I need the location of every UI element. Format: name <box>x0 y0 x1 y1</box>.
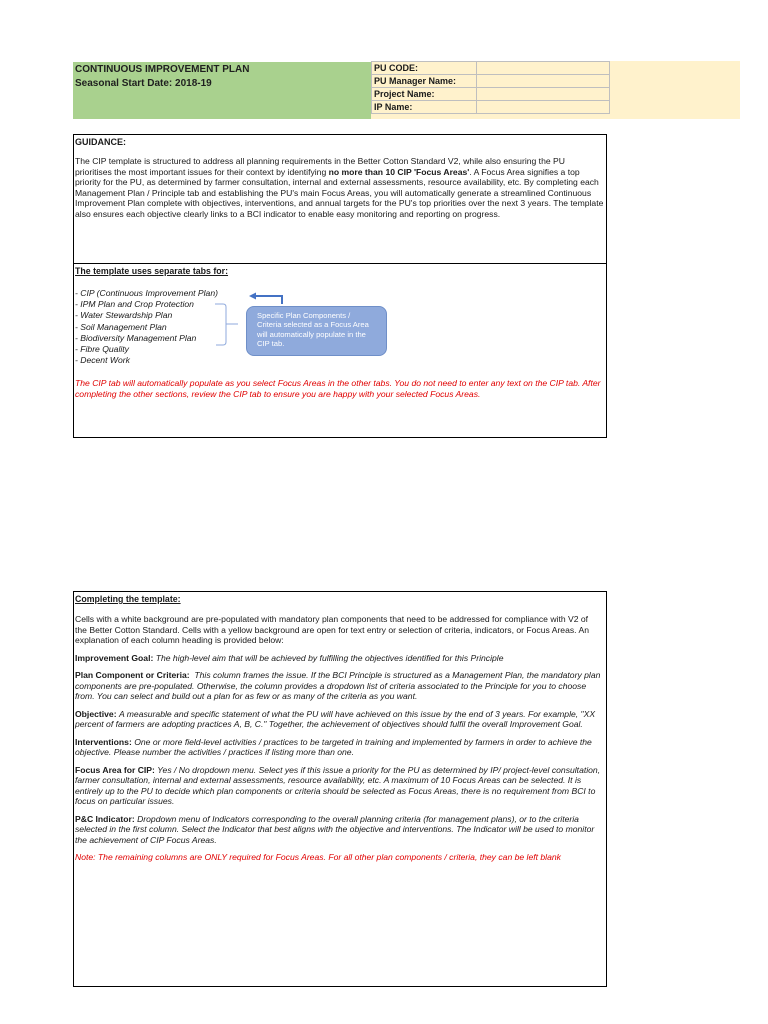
pu-manager-row <box>372 75 610 88</box>
term-label: Plan Component or Criteria: <box>75 670 190 680</box>
pu-manager-cell[interactable] <box>477 75 610 88</box>
tab-item-ipm: - IPM Plan and Crop Protection <box>75 299 194 310</box>
project-name-cell[interactable] <box>477 88 610 101</box>
plan-title-cell <box>73 62 371 119</box>
pu-code-row <box>372 62 610 75</box>
tab-item-decent-work: - Decent Work <box>75 355 130 366</box>
item-improvement-goal <box>75 653 602 664</box>
tabs-title: The template uses separate tabs for: <box>75 266 229 276</box>
item-objective <box>75 709 602 730</box>
ip-name-cell[interactable] <box>477 101 610 114</box>
tab-item-cip: - CIP (Continuous Improvement Plan) <box>75 288 218 298</box>
guidance-body <box>75 156 604 219</box>
completing-intro: Cells with a white background are pre-populated with mandatory plan components that need to be addressed for compliance with V2 of the Better Cotton Standard. Cells with a yellow background are open for text entry or selection of criteria, indicators, or Focus Areas. An explanation of each column heading is provided below: <box>75 614 589 645</box>
plan-title: CONTINUOUS IMPROVEMENT PLAN <box>75 64 250 75</box>
project-name-label: Project Name: <box>372 88 477 101</box>
item-pc-indicator <box>75 814 602 846</box>
guidance-body-bold: no more than 10 CIP 'Focus Areas' <box>328 166 470 177</box>
completing-title: Completing the template: <box>75 594 181 604</box>
completing-content <box>75 594 602 870</box>
cip-red-note: The CIP tab will automatically populate as you select Focus Areas in the other tabs. You do not need to enter any text on the CIP tab. After completing the other sections, review the CIP tab to ensure you are happy with your selected Focus Areas. <box>75 378 601 399</box>
term-label: Improvement Goal: <box>75 652 154 663</box>
guidance-body-start: The CIP template is structured to address all planning requirements in the Better Cotton Standard V2, while also ensuring the PU prioritises the most important issues for their context by identifying <box>75 156 565 177</box>
term-desc: Dropdown menu of Indicators corresponding to the overall planning criteria (for management plans), or to the criteria selected in the first column. Select the Indicator that best aligns with the objective and interventions. The Indicator will be used to monitor the achievement of CIP Focus Areas. <box>75 813 595 845</box>
guidance-body-end: . A Focus Area signifies a top priority for the PU, as determined by farmer consultation, internal and external assessments, resource availability, etc. By completing each Management Plan / Principle tab and establishing the PU's main Focus Areas, you will automatically generate a streamlined Continuous Improvement Plan complete with objectives, interventions, and annual targets for the PU's top priorities over the next 3 years. The template also ensures each objective clearly links to a BCI indicator to enable easy monitoring and reporting on progress. <box>75 166 604 219</box>
term-desc: This column frames the issue. If the BCI Principle is structured as a Management Plan, the mandatory plan components are pre-populated. Otherwise, the column provides a dropdown list of criteria associated to the Principle for you to choose from. You can select and build out a plan for as few or as many of the criteria as you want. <box>75 670 601 701</box>
term-label: Objective: <box>75 708 117 719</box>
term-desc: One or more field-level activities / practices to be targeted in training and implemented by farmers in order to achieve the objective. Please number the activities / practices if listing more than one. <box>75 736 592 757</box>
project-name-row <box>372 88 610 101</box>
season-date: Seasonal Start Date: 2018-19 <box>75 78 212 89</box>
item-plan-component <box>75 670 602 702</box>
tab-item-water: - Water Stewardship Plan <box>75 310 173 321</box>
guidance-box <box>73 134 607 438</box>
focus-area-callout: Specific Plan Components / Criteria selected as a Focus Area will automatically populate in the CIP tab. <box>246 306 387 356</box>
item-interventions <box>75 737 602 758</box>
ip-name-label: IP Name: <box>372 101 477 114</box>
tab-item-biodiversity: - Biodiversity Management Plan <box>75 332 197 343</box>
remaining-columns-note: Note: The remaining columns are ONLY required for Focus Areas. For all other plan components / criteria, they can be left blank <box>75 852 561 862</box>
arrow-left-icon <box>246 291 286 307</box>
tab-item-fibre: - Fibre Quality <box>75 344 129 355</box>
term-desc: Yes / No dropdown menu. Select yes if this issue a priority for the PU as determined by IP/ project-level consultation, farmer consultation, internal and external assessments, resource availability, etc. A maximum of 10 Focus Areas can be selected. It is entirely up to the PU to decide which plan components or criteria should be selected as Focus Areas, there is no requirement from BCI to focus on particular issues. <box>75 764 601 806</box>
term-label: P&C Indicator: <box>75 813 135 824</box>
ip-name-row <box>372 101 610 114</box>
term-label: Interventions: <box>75 736 132 747</box>
term-desc: A measurable and specific statement of what the PU will have achieved on this issue by the end of 3 years. For example, "XX percent of farmers are adopting practices A, B, C." Together, the achievement of objectives should fulfil the overall Improvement Goal. <box>75 708 596 729</box>
term-label: Focus Area for CIP: <box>75 764 155 775</box>
pu-manager-label: PU Manager Name: <box>372 75 477 88</box>
term-desc: The high-level aim that will be achieved by fulfilling the objectives identified for this Principle <box>155 652 504 663</box>
completing-box <box>73 591 607 987</box>
item-focus-area <box>75 765 602 807</box>
pu-code-cell[interactable] <box>477 62 610 75</box>
guidance-divider <box>74 263 606 264</box>
tabs-list <box>75 288 218 366</box>
pu-info-table <box>371 61 610 114</box>
tab-item-soil: - Soil Management Plan <box>75 321 167 332</box>
pu-code-label: PU CODE: <box>372 62 477 75</box>
guidance-title: GUIDANCE: <box>75 137 126 147</box>
